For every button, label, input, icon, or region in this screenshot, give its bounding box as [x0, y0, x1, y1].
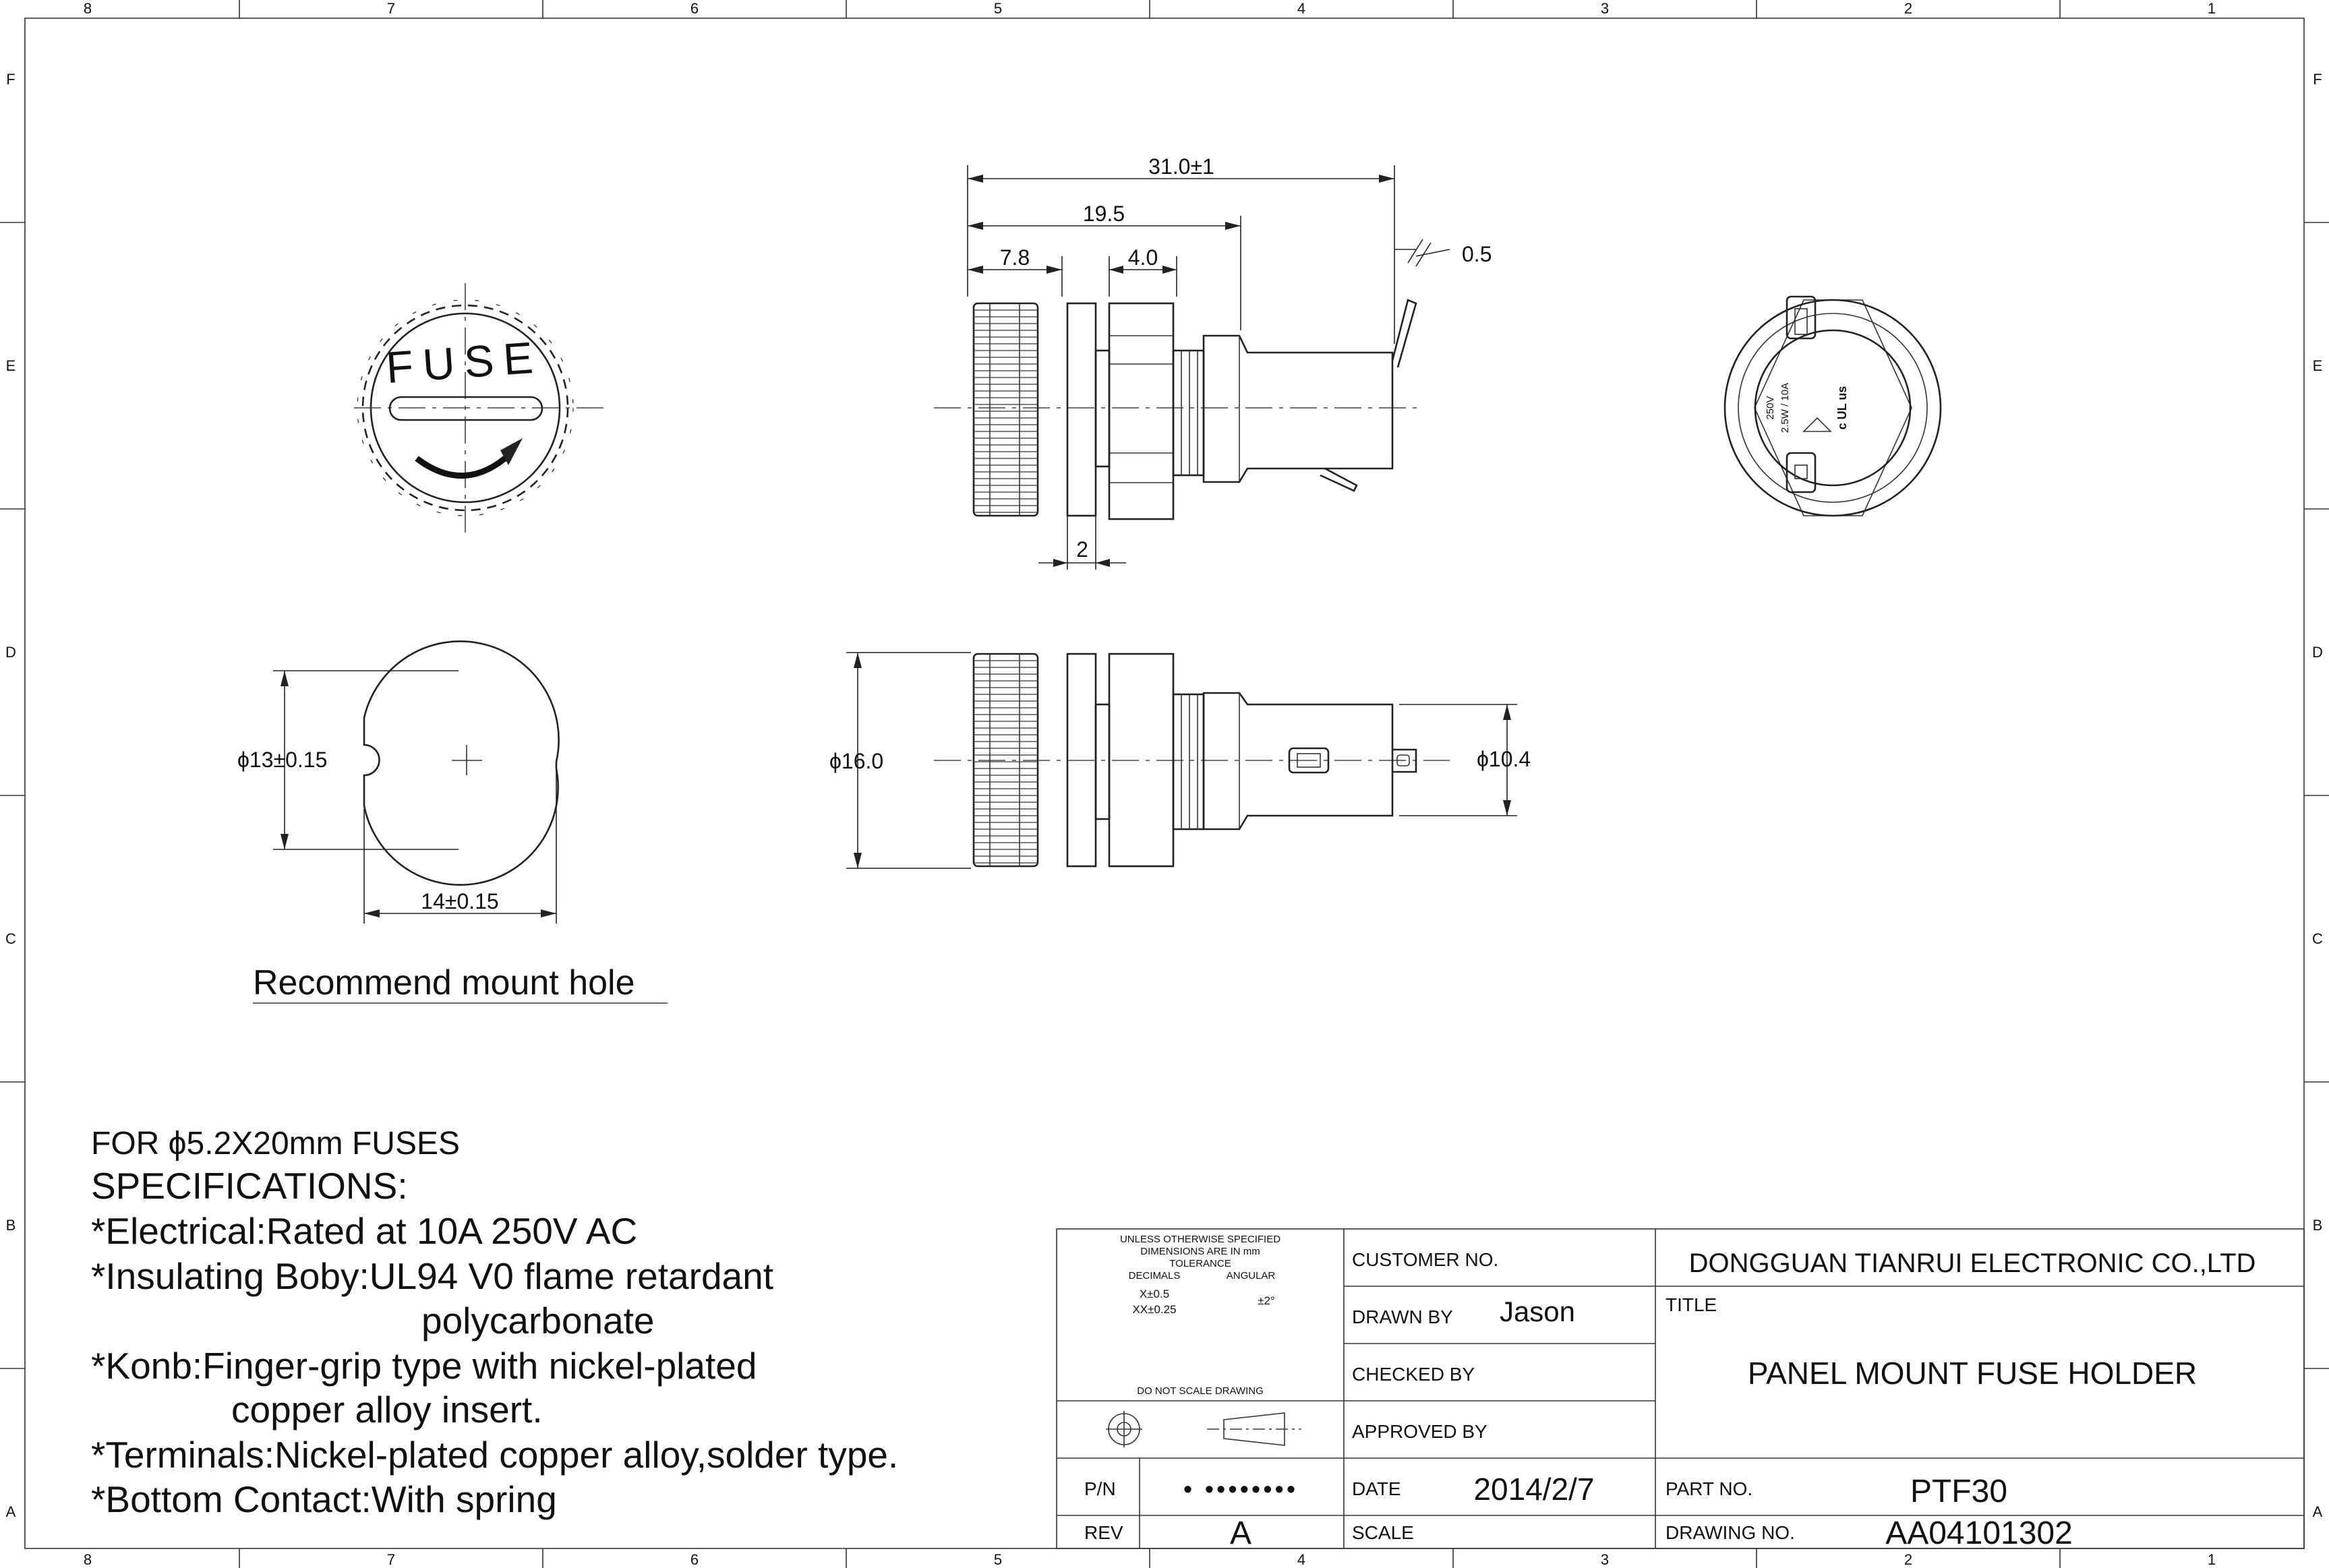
checked-by-label: CHECKED BY	[1352, 1364, 1475, 1385]
title-label: TITLE	[1665, 1294, 1717, 1315]
frame-col-label: 4	[1297, 1551, 1306, 1568]
svg-text:ϕ10.4: ϕ10.4	[1477, 747, 1531, 771]
drawing-title: PANEL MOUNT FUSE HOLDER	[1747, 1356, 2198, 1391]
frame-col-label: 6	[690, 1551, 699, 1568]
frame-row-label: D	[5, 644, 16, 661]
rev-label: REV	[1084, 1522, 1123, 1543]
notes-line: *Terminals:Nickel-plated copper alloy,solder type.	[91, 1434, 899, 1476]
notes-line: *Electrical:Rated at 10A 250V AC	[91, 1210, 638, 1252]
customer-no-label: CUSTOMER NO.	[1352, 1249, 1499, 1270]
notes-line: FOR ϕ5.2X20mm FUSES	[91, 1126, 461, 1162]
rear-rating: 2.5W / 10A	[1779, 382, 1791, 433]
frame-col-label: 3	[1600, 1551, 1610, 1568]
no-scale-note: DO NOT SCALE DRAWING	[1137, 1385, 1264, 1397]
pn-value: • ••••••••	[1183, 1476, 1299, 1504]
frame-col-label: 2	[1904, 0, 1913, 17]
svg-text:ϕ13±0.15: ϕ13±0.15	[237, 748, 328, 772]
frame-row-label: D	[2312, 644, 2323, 661]
tolerance-header: DIMENSIONS ARE IN mm	[1140, 1246, 1260, 1257]
svg-text:19.5: 19.5	[1082, 202, 1125, 226]
frame-row-label: C	[5, 930, 16, 947]
frame-col-label: 1	[2207, 0, 2216, 17]
company-name: DONGGUAN TIANRUI ELECTRONIC CO.,LTD	[1688, 1248, 2256, 1278]
rear-voltage: 250V	[1765, 396, 1776, 420]
frame-col-label: 8	[83, 0, 92, 17]
mount-hole-caption: Recommend mount hole	[253, 963, 635, 1002]
frame-row-label: A	[2312, 1503, 2323, 1520]
tolerance-xx: XX±0.25	[1132, 1303, 1177, 1316]
frame-col-label: 7	[386, 1551, 396, 1568]
frame-col-label: 8	[83, 1551, 92, 1568]
tolerance-angular: ±2°	[1258, 1294, 1275, 1307]
notes-line: polycarbonate	[421, 1300, 655, 1341]
part-no-value: PTF30	[1910, 1474, 2008, 1509]
date-label: DATE	[1352, 1478, 1401, 1499]
frame-row-label: E	[2312, 357, 2323, 374]
frame-row-label: E	[5, 357, 16, 374]
frame-row-label: C	[2312, 930, 2323, 947]
tolerance-x: X±0.5	[1139, 1288, 1170, 1300]
notes-line: copper alloy insert.	[231, 1389, 543, 1430]
svg-text:0.5: 0.5	[1462, 242, 1492, 266]
frame-col-label: 5	[993, 1551, 1003, 1568]
frame-row-label: B	[2312, 1217, 2323, 1234]
drawing-no-value: AA04101302	[1885, 1515, 2073, 1551]
notes-line: *Insulating Boby:UL94 V0 flame retardant	[91, 1255, 773, 1297]
svg-text:7.8: 7.8	[999, 245, 1030, 270]
date-value: 2014/2/7	[1473, 1472, 1595, 1507]
tolerance-header: TOLERANCE	[1169, 1258, 1231, 1269]
pn-label: P/N	[1084, 1478, 1116, 1499]
tolerance-decimals-label: DECIMALS	[1128, 1270, 1181, 1281]
frame-col-label: 4	[1297, 0, 1306, 17]
scale-label: SCALE	[1352, 1522, 1414, 1543]
tolerance-header: UNLESS OTHERWISE SPECIFIED	[1119, 1234, 1281, 1245]
tolerance-angular-label: ANGULAR	[1226, 1270, 1276, 1281]
cap-label-fuse: FUSE	[384, 332, 544, 393]
frame-col-label: 6	[690, 0, 699, 17]
frame-col-label: 5	[993, 0, 1003, 17]
svg-text:14±0.15: 14±0.15	[421, 889, 499, 913]
frame-row-label: A	[5, 1503, 16, 1520]
approved-by-label: APPROVED BY	[1352, 1421, 1487, 1442]
svg-text:ϕ16.0: ϕ16.0	[829, 749, 884, 773]
drawing-no-label: DRAWING NO.	[1665, 1522, 1795, 1543]
frame-col-label: 2	[1904, 1551, 1913, 1568]
notes-line: *Bottom Contact:With spring	[91, 1478, 557, 1520]
drawn-by-label: DRAWN BY	[1352, 1306, 1453, 1327]
part-no-label: PART NO.	[1665, 1478, 1753, 1499]
notes-line: *Konb:Finger-grip type with nickel-plated	[91, 1345, 757, 1387]
ul-mark: c UL us	[1835, 386, 1849, 430]
frame-row-label: B	[5, 1217, 16, 1234]
svg-text:31.0±1: 31.0±1	[1148, 154, 1214, 179]
frame-col-label: 3	[1600, 0, 1610, 17]
svg-text:4.0: 4.0	[1127, 245, 1158, 270]
rev-value: A	[1229, 1515, 1252, 1551]
frame-row-label: F	[6, 71, 16, 88]
frame-row-label: F	[2313, 71, 2322, 88]
notes-line: SPECIFICATIONS:	[91, 1165, 408, 1207]
drawn-by-value: Jason	[1499, 1296, 1576, 1327]
frame-col-label: 7	[386, 0, 396, 17]
svg-text:2: 2	[1076, 537, 1088, 562]
frame-col-label: 1	[2207, 1551, 2216, 1568]
